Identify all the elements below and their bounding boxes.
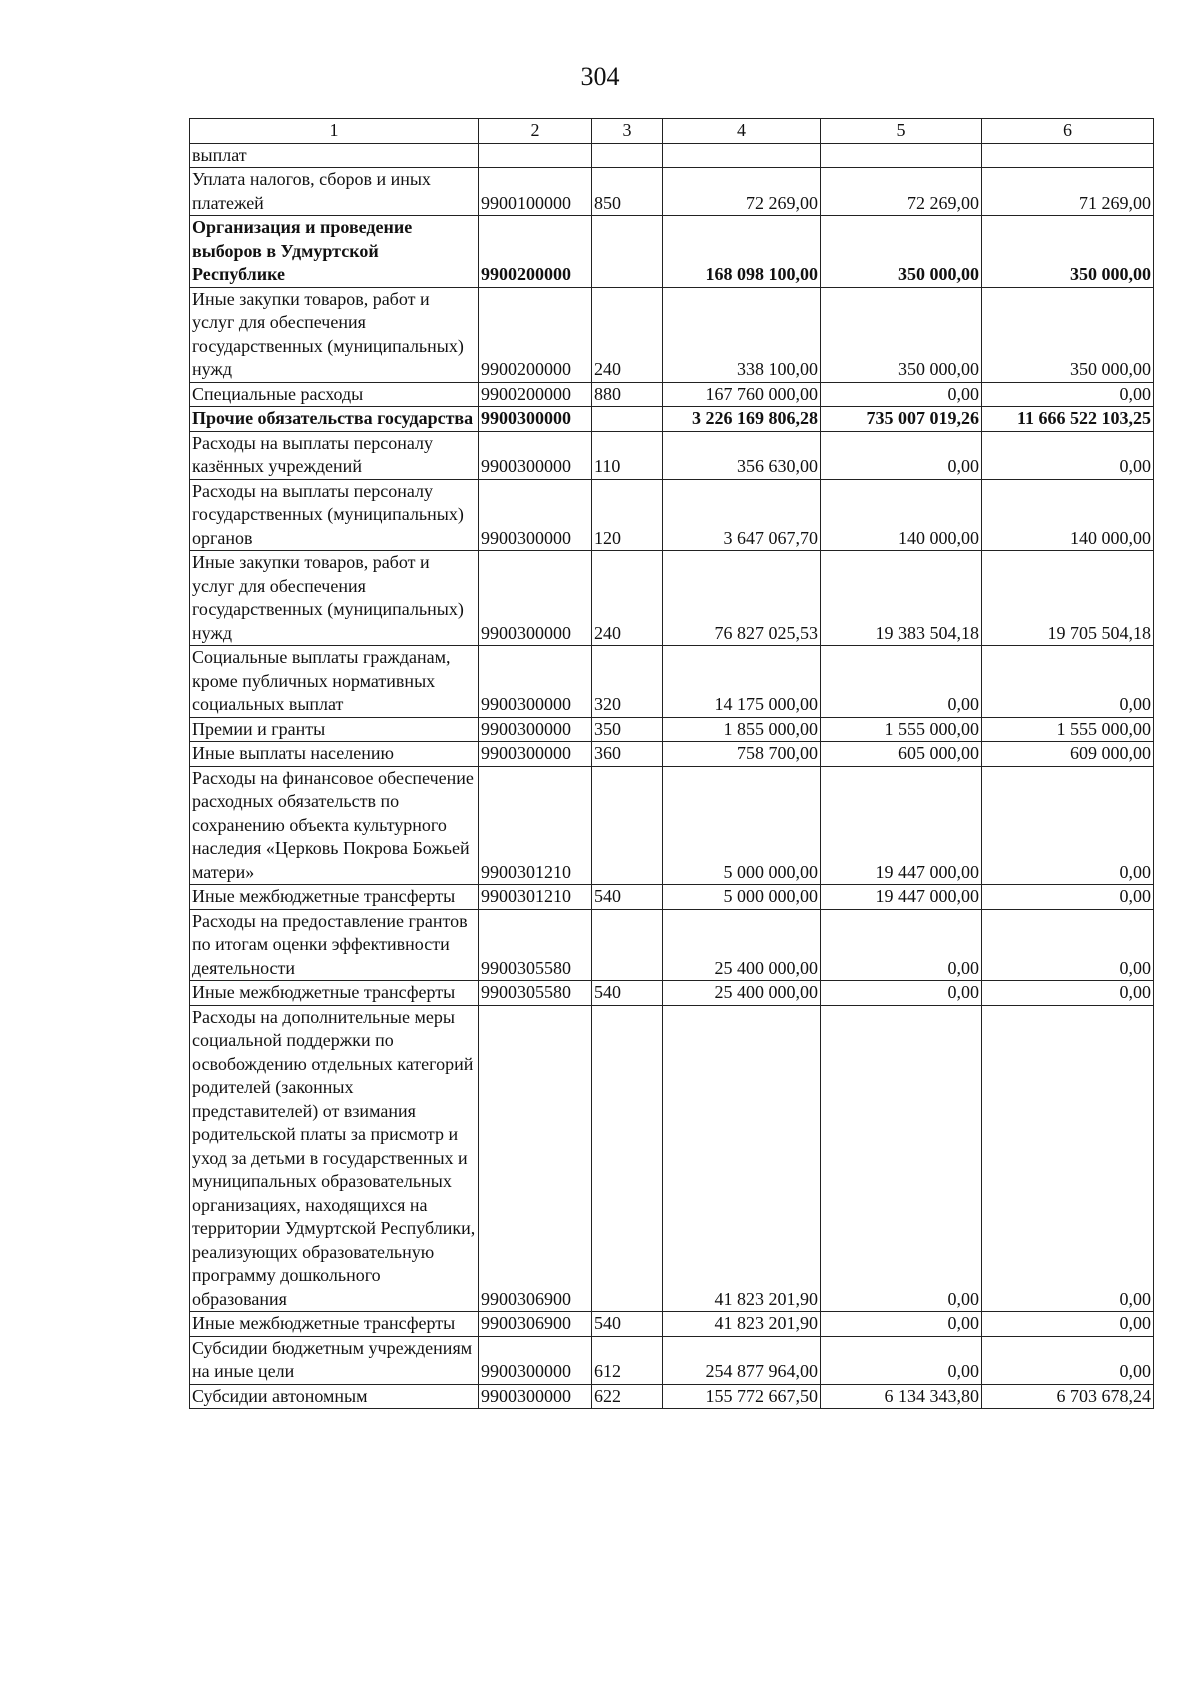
page-number: 304: [580, 62, 620, 91]
row-col6-cell: 609 000,00: [982, 742, 1154, 767]
row-col5-cell: 19 383 504,18: [821, 551, 982, 646]
table-row: [190, 168, 1154, 216]
row-code-cell: 9900200000: [479, 216, 592, 288]
table-row: [190, 287, 1154, 382]
row-col4-cell: 41 823 201,90: [663, 1005, 821, 1312]
row-col6-cell: 0,00: [982, 1005, 1154, 1312]
row-col5-cell: 19 447 000,00: [821, 885, 982, 910]
row-col6-cell: 0,00: [982, 1336, 1154, 1384]
row-col6-cell: [982, 143, 1154, 168]
row-type-cell: [592, 1005, 663, 1312]
row-code-cell: 9900300000: [479, 1336, 592, 1384]
row-type-cell: 612: [592, 1336, 663, 1384]
row-type-cell: 540: [592, 981, 663, 1006]
row-type-cell: 240: [592, 287, 663, 382]
row-col6-cell: 350 000,00: [982, 287, 1154, 382]
row-col4-cell: 25 400 000,00: [663, 909, 821, 981]
row-name-cell: Социальные выплаты гражданам, кроме публичных нормативных социальных выплат: [190, 646, 479, 718]
row-name-cell: Специальные расходы: [190, 382, 479, 407]
table-row: [190, 981, 1154, 1006]
row-col6-cell: 0,00: [982, 382, 1154, 407]
row-name-cell: Расходы на предоставление грантов по итогам оценки эффективности деятельности: [190, 909, 479, 981]
column-header: 2: [479, 119, 592, 144]
row-code-cell: 9900301210: [479, 885, 592, 910]
row-type-cell: 622: [592, 1384, 663, 1409]
row-code-cell: 9900300000: [479, 407, 592, 432]
row-name-cell: Иные закупки товаров, работ и услуг для обеспечения государственных (муниципальных) нужд: [190, 551, 479, 646]
table-row: [190, 551, 1154, 646]
row-name-cell: Иные межбюджетные трансферты: [190, 981, 479, 1006]
row-code-cell: 9900200000: [479, 382, 592, 407]
row-name-cell: Иные межбюджетные трансферты: [190, 885, 479, 910]
table-row: [190, 1336, 1154, 1384]
row-name-cell: Субсидии бюджетным учреждениям на иные цели: [190, 1336, 479, 1384]
row-col5-cell: 0,00: [821, 1005, 982, 1312]
row-col6-cell: 0,00: [982, 909, 1154, 981]
row-type-cell: 320: [592, 646, 663, 718]
row-col6-cell: 0,00: [982, 766, 1154, 885]
row-col6-cell: 19 705 504,18: [982, 551, 1154, 646]
row-code-cell: 9900300000: [479, 551, 592, 646]
row-col4-cell: 14 175 000,00: [663, 646, 821, 718]
row-col6-cell: 350 000,00: [982, 216, 1154, 288]
row-col4-cell: 41 823 201,90: [663, 1312, 821, 1337]
row-type-cell: 540: [592, 885, 663, 910]
row-col6-cell: 0,00: [982, 646, 1154, 718]
row-code-cell: 9900100000: [479, 168, 592, 216]
table-row: [190, 479, 1154, 551]
row-type-cell: [592, 766, 663, 885]
row-type-cell: 850: [592, 168, 663, 216]
row-code-cell: 9900300000: [479, 1384, 592, 1409]
row-col5-cell: 19 447 000,00: [821, 766, 982, 885]
table-row: [190, 143, 1154, 168]
row-col4-cell: 168 098 100,00: [663, 216, 821, 288]
row-col6-cell: 71 269,00: [982, 168, 1154, 216]
row-col5-cell: 350 000,00: [821, 216, 982, 288]
row-code-cell: 9900306900: [479, 1312, 592, 1337]
column-header: 5: [821, 119, 982, 144]
row-name-cell: Иные закупки товаров, работ и услуг для обеспечения государственных (муниципальных) нужд: [190, 287, 479, 382]
row-name-cell: Расходы на финансовое обеспечение расходных обязательств по сохранению объекта культурного наследия «Церковь Покрова Божьей матери»: [190, 766, 479, 885]
table-row: [190, 742, 1154, 767]
row-col5-cell: 605 000,00: [821, 742, 982, 767]
row-col6-cell: 6 703 678,24: [982, 1384, 1154, 1409]
row-col6-cell: 1 555 000,00: [982, 717, 1154, 742]
row-name-cell: Расходы на выплаты персоналу казённых учреждений: [190, 431, 479, 479]
row-type-cell: [592, 909, 663, 981]
table-row: [190, 909, 1154, 981]
row-code-cell: 9900300000: [479, 717, 592, 742]
row-name-cell: выплат: [190, 143, 479, 168]
row-name-cell: Субсидии автономным: [190, 1384, 479, 1409]
column-header: 1: [190, 119, 479, 144]
row-type-cell: 240: [592, 551, 663, 646]
row-type-cell: [592, 216, 663, 288]
row-name-cell: Расходы на дополнительные меры социальной поддержки по освобождению отдельных категорий родителей (законных представителей) от взимания родительской платы за присмотр и уход за детьми в государственных и муниципальных образовательных организациях, находящихся на территории Удмуртской Республики, реализующих образовательную программу дошкольного образования: [190, 1005, 479, 1312]
table-row: [190, 717, 1154, 742]
row-col4-cell: 254 877 964,00: [663, 1336, 821, 1384]
row-type-cell: 350: [592, 717, 663, 742]
row-col5-cell: 6 134 343,80: [821, 1384, 982, 1409]
row-col4-cell: 25 400 000,00: [663, 981, 821, 1006]
table-row: [190, 431, 1154, 479]
row-col6-cell: 11 666 522 103,25: [982, 407, 1154, 432]
row-type-cell: [592, 407, 663, 432]
row-name-cell: Организация и проведение выборов в Удмуртской Республике: [190, 216, 479, 288]
row-name-cell: Иные межбюджетные трансферты: [190, 1312, 479, 1337]
row-code-cell: 9900300000: [479, 646, 592, 718]
row-col5-cell: 1 555 000,00: [821, 717, 982, 742]
column-header: 6: [982, 119, 1154, 144]
row-col5-cell: 72 269,00: [821, 168, 982, 216]
row-col6-cell: 0,00: [982, 1312, 1154, 1337]
row-col6-cell: 0,00: [982, 431, 1154, 479]
table-row: [190, 1384, 1154, 1409]
table-row: [190, 382, 1154, 407]
row-col5-cell: 0,00: [821, 431, 982, 479]
row-code-cell: 9900300000: [479, 479, 592, 551]
row-col5-cell: 0,00: [821, 1312, 982, 1337]
row-col4-cell: 1 855 000,00: [663, 717, 821, 742]
row-code-cell: [479, 143, 592, 168]
row-code-cell: 9900301210: [479, 766, 592, 885]
row-col4-cell: 356 630,00: [663, 431, 821, 479]
header-row: [190, 119, 1154, 144]
budget-table: [189, 118, 1154, 1409]
row-col5-cell: 0,00: [821, 1336, 982, 1384]
row-col4-cell: 3 647 067,70: [663, 479, 821, 551]
row-col5-cell: 0,00: [821, 382, 982, 407]
row-type-cell: [592, 143, 663, 168]
table-row: [190, 885, 1154, 910]
table-row: [190, 1312, 1154, 1337]
row-type-cell: 120: [592, 479, 663, 551]
row-code-cell: 9900200000: [479, 287, 592, 382]
row-name-cell: Прочие обязательства государства: [190, 407, 479, 432]
row-col4-cell: 76 827 025,53: [663, 551, 821, 646]
row-code-cell: 9900305580: [479, 981, 592, 1006]
row-col5-cell: 0,00: [821, 646, 982, 718]
row-col4-cell: 5 000 000,00: [663, 885, 821, 910]
table-row: [190, 646, 1154, 718]
row-code-cell: 9900305580: [479, 909, 592, 981]
row-code-cell: 9900306900: [479, 1005, 592, 1312]
row-col6-cell: 0,00: [982, 885, 1154, 910]
row-col4-cell: 5 000 000,00: [663, 766, 821, 885]
row-code-cell: 9900300000: [479, 742, 592, 767]
table-body: [190, 143, 1154, 1409]
row-type-cell: 880: [592, 382, 663, 407]
row-col4-cell: 3 226 169 806,28: [663, 407, 821, 432]
row-col4-cell: 758 700,00: [663, 742, 821, 767]
row-col5-cell: 140 000,00: [821, 479, 982, 551]
row-name-cell: Расходы на выплаты персоналу государственных (муниципальных) органов: [190, 479, 479, 551]
table-row: [190, 1005, 1154, 1312]
row-code-cell: 9900300000: [479, 431, 592, 479]
column-header: 4: [663, 119, 821, 144]
column-header: 3: [592, 119, 663, 144]
row-name-cell: Иные выплаты населению: [190, 742, 479, 767]
row-col5-cell: 735 007 019,26: [821, 407, 982, 432]
row-type-cell: 360: [592, 742, 663, 767]
row-col4-cell: 167 760 000,00: [663, 382, 821, 407]
row-col4-cell: 338 100,00: [663, 287, 821, 382]
row-col5-cell: [821, 143, 982, 168]
row-col4-cell: 72 269,00: [663, 168, 821, 216]
row-type-cell: 110: [592, 431, 663, 479]
row-col5-cell: 0,00: [821, 981, 982, 1006]
row-col4-cell: 155 772 667,50: [663, 1384, 821, 1409]
row-name-cell: Премии и гранты: [190, 717, 479, 742]
row-col5-cell: 350 000,00: [821, 287, 982, 382]
table-row: [190, 766, 1154, 885]
table-row: [190, 407, 1154, 432]
row-col5-cell: 0,00: [821, 909, 982, 981]
table-row: [190, 216, 1154, 288]
row-type-cell: 540: [592, 1312, 663, 1337]
row-name-cell: Уплата налогов, сборов и иных платежей: [190, 168, 479, 216]
row-col6-cell: 0,00: [982, 981, 1154, 1006]
row-col6-cell: 140 000,00: [982, 479, 1154, 551]
row-col4-cell: [663, 143, 821, 168]
